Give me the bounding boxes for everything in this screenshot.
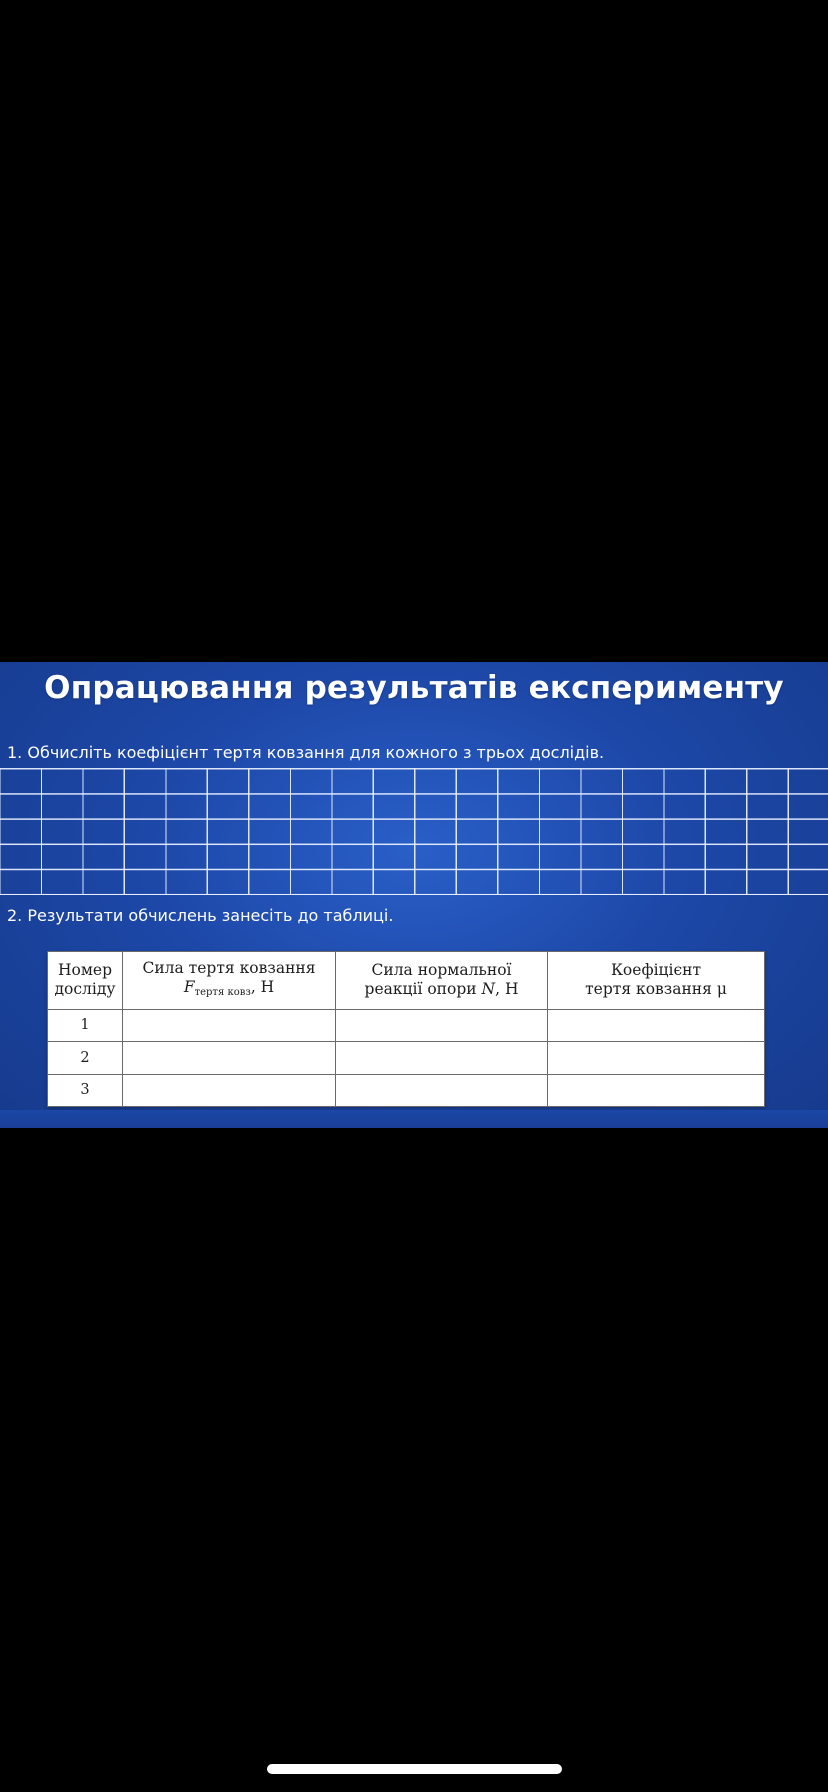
- header-friction-line1: Сила тертя ковзання: [142, 958, 316, 977]
- coefficient-cell: [548, 1009, 765, 1041]
- slide-title: Опрацювання результатів експерименту: [44, 670, 784, 706]
- header-friction-force: [123, 952, 336, 1010]
- header-normal-force: [336, 952, 548, 1010]
- friction-symbol: F: [183, 977, 195, 996]
- normal-cell: [336, 1042, 548, 1074]
- table-row: [48, 1009, 765, 1041]
- coefficient-cell: [548, 1042, 765, 1074]
- friction-cell: [123, 1074, 336, 1106]
- table-row: [48, 1042, 765, 1074]
- results-table: [47, 951, 765, 1107]
- slide-bottom-band: [0, 1110, 828, 1128]
- header-number-line2: досліду: [54, 980, 116, 999]
- friction-cell: [123, 1042, 336, 1074]
- row-number-cell: 1: [48, 1009, 123, 1041]
- task-1-text: 1. Обчисліть коефіцієнт тертя ковзання для кожного з трьох дослідів.: [7, 743, 605, 762]
- friction-cell: [123, 1009, 336, 1041]
- header-friction-coefficient: [548, 952, 765, 1010]
- normal-cell: [336, 1074, 548, 1106]
- normal-cell: [336, 1009, 548, 1041]
- normal-symbol: N: [481, 980, 496, 999]
- table-row: [48, 1074, 765, 1106]
- row-number-cell: 3: [48, 1074, 123, 1106]
- header-experiment-number: [48, 952, 123, 1010]
- normal-unit: , Н: [495, 980, 519, 999]
- header-coef-line1: Коефіцієнт: [610, 961, 702, 980]
- coefficient-cell: [548, 1074, 765, 1106]
- header-number-line1: Номер: [57, 961, 112, 980]
- home-indicator[interactable]: [267, 1764, 562, 1774]
- header-normal-line2: реакції опори: [364, 980, 482, 999]
- friction-subscript: тертя ковз: [194, 986, 251, 998]
- presentation-slide: [0, 662, 828, 1128]
- table-header-row: [48, 952, 765, 1010]
- header-coef-line2: тертя ковзання μ: [585, 980, 727, 999]
- task-2-text: 2. Результати обчислень занесіть до таблиці.: [7, 906, 394, 925]
- friction-unit: , Н: [250, 977, 275, 996]
- calculation-grid: [0, 768, 828, 895]
- header-normal-line1: Сила нормальної: [371, 961, 512, 980]
- row-number-cell: 2: [48, 1042, 123, 1074]
